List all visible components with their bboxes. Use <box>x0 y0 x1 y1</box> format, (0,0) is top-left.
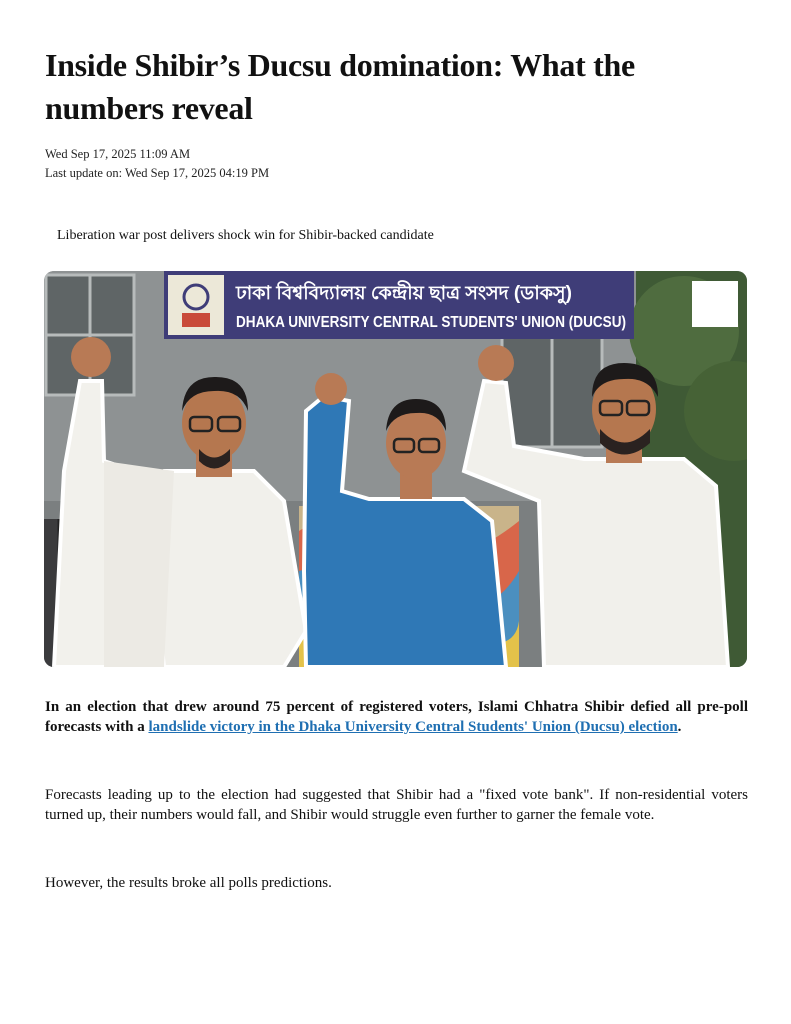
last-updated-date: Last update on: Wed Sep 17, 2025 04:19 PM <box>45 166 270 180</box>
body-paragraph-results: However, the results broke all polls predictions. <box>45 875 332 891</box>
body-paragraph-forecasts: Forecasts leading up to the election had suggested that Shibir had a "fixed vote bank". If non-residential voters turned up, their numbers would fall, and Shibir would struggle even further to garner the female vote. <box>45 787 748 823</box>
building-window <box>46 275 134 395</box>
lead-text-after-link: . <box>677 719 682 735</box>
article-photo <box>44 271 747 667</box>
lead-text-before-link: In an election that drew around 75 percent of registered voters, Islami Chhatra Shibir defied all pre-poll forecasts with a <box>45 699 748 735</box>
overlay-square <box>692 281 738 327</box>
ducsu-election-link[interactable]: landslide victory in the Dhaka University Central Students' Union (Ducsu) election <box>148 719 678 735</box>
image-caption: Liberation war post delivers shock win for Shibir-backed candidate <box>57 228 434 243</box>
banner-english-text: DHAKA UNIVERSITY CENTRAL STUDENTS' UNION (DUCSU) <box>236 314 626 331</box>
lead-paragraph <box>45 697 748 737</box>
banner-bengali-text: ঢাকা বিশ্ববিদ্যালয় কেন্দ্রীয় ছাত্র সংসদ (ডাকসু) <box>236 283 572 304</box>
article-headline: Inside Shibir’s Ducsu domination: What the numbers reveal <box>45 47 635 126</box>
photo-illustration <box>44 271 747 667</box>
published-date: Wed Sep 17, 2025 11:09 AM <box>45 147 191 161</box>
